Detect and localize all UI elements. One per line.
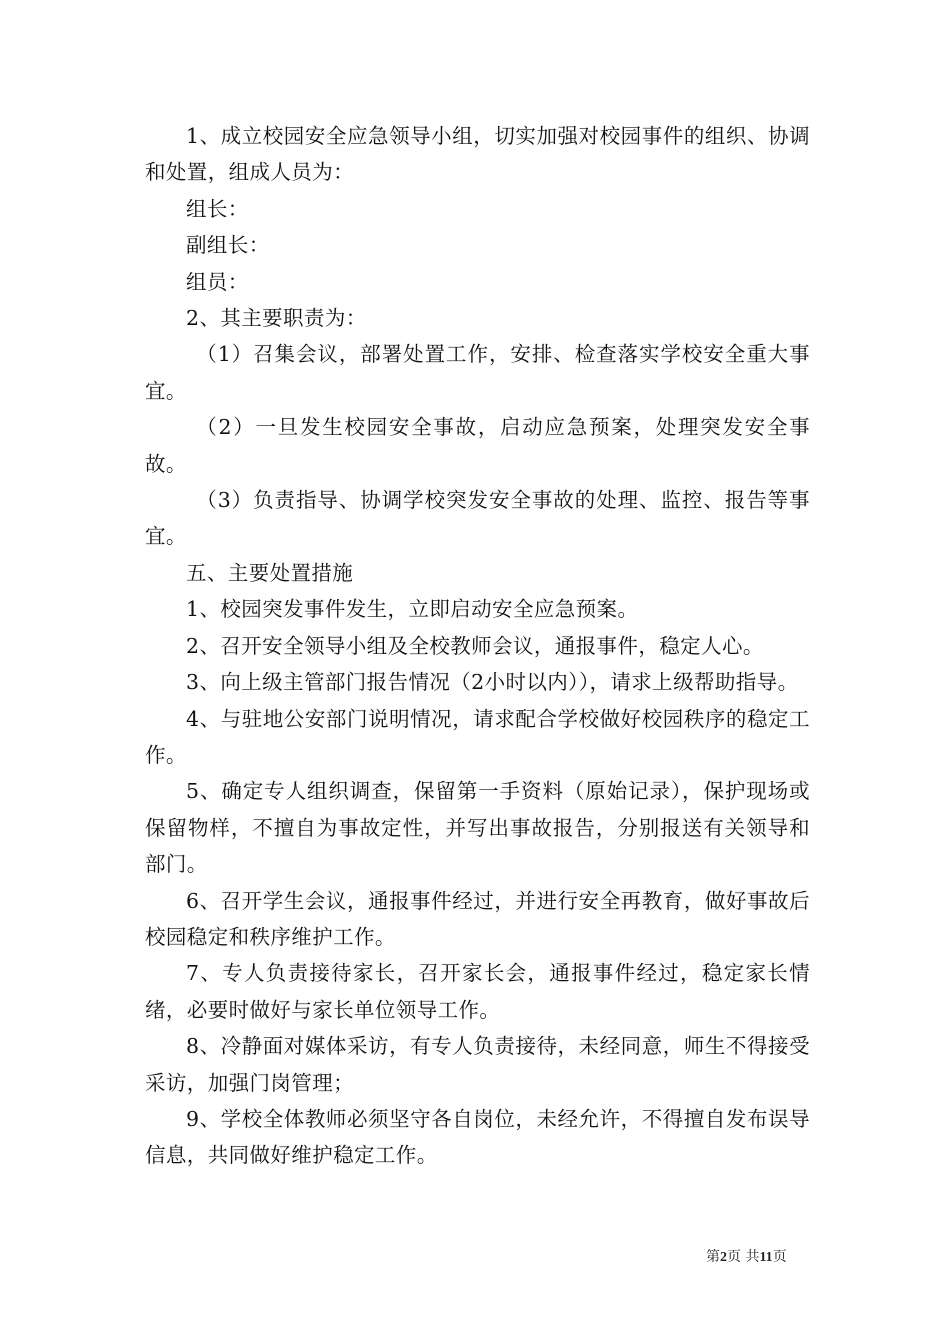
paragraph: 组员： [186,269,249,294]
paragraph: 8、冷静面对媒体采访，有专人负责接待，未经同意，师生不得接受采访，加强门岗管理； [145,1034,810,1095]
footer-prefix: 第 [706,1249,720,1265]
paragraph: 组长： [186,196,249,221]
paragraph: 1、校园突发事件发生，立即启动安全应急预案。 [186,597,639,622]
paragraph: （2）一旦发生校园安全事故，启动应急预案，处理突发安全事故。 [145,415,810,476]
paragraph: 5、确定专人组织调查，保留第一手资料（原始记录），保护现场或保留物样，不擅自为事故定性，并写出事故报告，分别报送有关领导和部门。 [145,779,810,877]
paragraph: 4、与驻地公安部门说明情况，请求配合学校做好校园秩序的稳定工作。 [145,706,810,767]
paragraph: 副组长： [186,233,270,258]
paragraph: （1）召集会议，部署处置工作，安排、检查落实学校安全重大事宜。 [145,342,810,403]
paragraph: 7、专人负责接待家长，召开家长会，通报事件经过，稳定家长情绪，必要时做好与家长单位领导工作。 [145,961,810,1022]
paragraph: （3）负责指导、协调学校突发安全事故的处理、监控、报告等事宜。 [145,488,810,549]
paragraph: 3、向上级主管部门报告情况（2小时以内）），请求上级帮助指导。 [186,670,799,695]
paragraph: 6、召开学生会议，通报事件经过，并进行安全再教育，做好事故后校园稳定和秩序维护工作。 [145,888,810,949]
current-page-number: 2 [720,1250,727,1265]
section-heading: 五、主要处置措施 [186,560,354,585]
footer-middle: 页 共 [727,1249,760,1265]
total-pages-number: 11 [759,1250,773,1265]
paragraph: 9、学校全体教师必须坚守各自岗位，未经允许，不得擅自发布误导信息，共同做好维护稳定工作。 [145,1106,810,1168]
page-footer [706,1246,787,1266]
footer-suffix: 页 [772,1249,787,1265]
paragraph: 1、成立校园安全应急领导小组，切实加强对校园事件的组织、协调和处置，组成人员为： [145,124,810,185]
body-text [145,118,810,1174]
paragraph: 2、其主要职责为： [186,306,367,331]
paragraph: 2、召开安全领导小组及全校教师会议，通报事件，稳定人心。 [186,633,764,658]
